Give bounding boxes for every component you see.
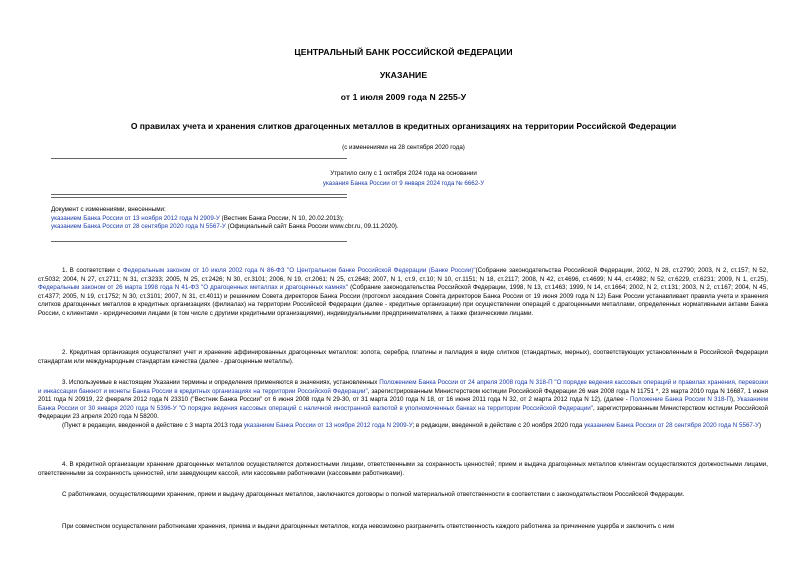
divider bbox=[51, 158, 347, 159]
expired-link[interactable]: указания Банка России от 9 января 2024 года № 6662-У bbox=[322, 180, 485, 187]
paragraph-4: 4. В кредитной организации хранение драгоценных металлов осуществляется должностными лицами, ответственными за сохранность ценностей; прием и выдача драгоценных металлов клиентам осуществляются должностными лицами, ответственными за сохранность ценностей, или заведующим кассой, или кассовыми работниками (кассовыми работниками). bbox=[38, 461, 768, 477]
amendment-link[interactable]: указанием Банка России от 13 ноября 2012 года N 2909-У bbox=[243, 421, 413, 429]
paragraph-5: С работниками, осуществляющими хранение, прием и выдачу драгоценных металлов, заключаются договоры о полной материальной ответственности в соответствии с законодательством Российской Федерации. bbox=[62, 491, 685, 498]
doc-date-number: от 1 июля 2009 года N 2255-У bbox=[340, 92, 467, 102]
paragraph-1: 1. В соответствии с Федеральным законом от 10 июля 2002 года N 86-ФЗ "О Центральном банке Российской Федерации (Банке России)"(Собрание законодательства Российской Федерации, 2002, N 28, ст.2790; 2003, N 2, ст.157; N 52, ст.5032; 2004, N 27, ст.2711; N 31, ст.3233; 2005, N 25, ст.2426; N 30, ст.3101; 2006, N 19, ст.2061; N 25, ст.2648; 2007, N 1, ст.9, ст.10; N 10, ст.1151; N 18, ст.2117; 2008, N 42, ст.4696, ст.4699; N 44, ст.4982; N 52, ст.6229, ст.6231; 2009, N 1, ст.25), Федеральным законом от 26 марта 1998 года N 41-ФЗ "О драгоценных металлах и драгоценных камнях" (Собрание законодательства Российской Федерации, 1998, N 13, ст.1463; 1999, N 14, ст.1664; 2002, N 2, ст.131; 2003, N 2, ст.167; 2004, N 45, ст.4377; 2005, N 19, ст.1752; N 30, ст.3101; 2007, N 31, ст.4011) и решением Совета директоров Банка России (протокол заседания Совета директоров Банка России от 19 июня 2009 года N 12) Банк России устанавливает правила учета и хранения слитков драгоценных металлов в кредитных организациях (филиалах) на территории Российской Федерации (далее - кредитные организации) при осуществлении операций с драгоценными металлами, определенных нормативными актами Банка России, с клиентами - юридическими лицами (в том числе с другими кредитными организациями), индивидуальными предпринимателями, а также физическими лицами. bbox=[38, 267, 768, 317]
amendment-link[interactable]: указанием Банка России от 28 сентября 2020 года N 5567-У bbox=[51, 223, 226, 231]
doc-title: О правилах учета и хранения слитков драгоценных металлов в кредитных организациях на территории Российской Федерации bbox=[130, 121, 677, 131]
amendment-link[interactable]: указанием Банка России от 28 сентября 2020 года N 5567-У bbox=[584, 421, 759, 429]
law-link[interactable]: Федеральным законом от 26 марта 1998 года N 41-ФЗ "О драгоценных металлах и драгоценных камнях" bbox=[38, 284, 349, 292]
expired-note: Утратило силу с 1 октября 2024 года на основании bbox=[330, 170, 477, 177]
doc-type: УКАЗАНИЕ bbox=[379, 70, 428, 80]
paragraph-2: 2. Кредитная организация осуществляет учет и хранение аффинированных драгоценных металлов: золота, серебра, платины и палладия в виде слитков (стандартных, мерных), соответствующих установленным в Российской Федерации стандартам или международным стандартам качества (далее - драгоценные металлы). bbox=[38, 349, 768, 365]
amendments-block bbox=[51, 206, 471, 232]
amendment-item: указанием Банка России от 13 ноября 2012 года N 2909-У (Вестник Банка России, N 10, 20.02.2013); bbox=[51, 214, 344, 222]
divider bbox=[51, 241, 347, 242]
amendment-item: указанием Банка России от 28 сентября 2020 года N 5567-У (Официальный сайт Банка России www.cbr.ru, 09.11.2020). bbox=[51, 223, 399, 231]
bank-name: ЦЕНТРАЛЬНЫЙ БАНК РОССИЙСКОЙ ФЕДЕРАЦИИ bbox=[294, 47, 513, 57]
law-link[interactable]: Федеральным законом от 10 июля 2002 года N 86-ФЗ "О Центральном банке Российской Федерации (Банке России)" bbox=[122, 267, 476, 274]
regulation-link[interactable]: Положение Банка России N 318-П bbox=[629, 396, 732, 404]
divider bbox=[51, 194, 347, 195]
amendment-link[interactable]: указанием Банка России от 13 ноября 2012 года N 2909-У bbox=[51, 214, 220, 222]
divider bbox=[51, 197, 347, 198]
regulation-link[interactable]: Положением Банка России от 24 апреля 2008 года N 318-П "О порядке ведения кассовых операций и правилах хранения, перевозки и инкассации банкнот и монеты Банка России в кредитных организациях на территории Российской Федерации" bbox=[38, 379, 768, 395]
regulation-link[interactable]: Указанием Банка России от 30 января 2020 года N 5396-У "О порядке ведения кассовых операций с наличной иностранной валютой в уполномоченных банках на территории Российской Федерации" bbox=[38, 396, 768, 412]
amendments-intro: Документ с изменениями, внесенными: bbox=[51, 206, 166, 213]
paragraph-6: При совместном осуществлении работниками хранения, приема и выдачи драгоценных металлов, когда невозможно разграничить ответственность каждого работника за причинение ущерба и заключить с ним bbox=[62, 523, 675, 530]
edition-note: (с изменениями на 28 сентября 2020 года) bbox=[342, 144, 465, 151]
paragraph-3: 3. Используемые в настоящем Указании термины и определения применяются в значениях, установленных Положением Банка России от 24 апреля 2008 года N 318-П "О порядке ведения кассовых операций и правилах хранения, перевозки и инкассации банкнот и монеты Банка России в кредитных организациях на территории Российской Федерации", зарегистрированным Министерством юстиции Российской Федерации 26 мая 2008 года N 11751 *, 23 марта 2010 года N 16687, 1 июня 2011 года N 20919, 22 февраля 2012 года N 23310 ("Вестник Банка России" от 6 июня 2008 года N 29-30, от 31 марта 2010 года N 18, от 16 июня 2011 года N 32, от 2 марта 2012 года N 12), (далее - Положение Банка России N 318-П), Указанием Банка России от 30 января 2020 года N 5396-У "О порядке ведения кассовых операций с наличной иностранной валютой в уполномоченных банках на территории Российской Федерации", зарегистрированным Министерством юстиции Российской Федерации 23 апреля 2020 года N 58200. (Пункт в редакции, введенной в действие с 3 марта 2013 года указанием Банка России от 13 ноября 2012 года N 2909-У; в редакции, введенной в действие с 20 ноября 2020 года указанием Банка России от 28 сентября 2020 года N 5567-У) bbox=[38, 379, 768, 429]
